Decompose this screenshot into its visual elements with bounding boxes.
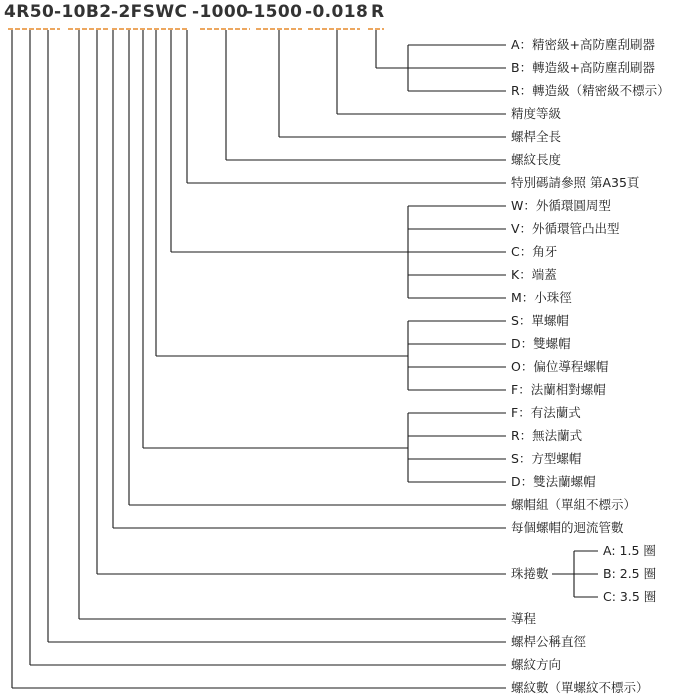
turn-option-b: B: 2.5 圈 bbox=[603, 566, 657, 581]
grade-option-b: B：轉造級+高防塵刮刷器 bbox=[511, 60, 656, 75]
label-thread-count: 螺紋數（單螺紋不標示） bbox=[511, 680, 649, 695]
return-type-v: V：外循環管凸出型 bbox=[511, 221, 620, 236]
label-accuracy-grade: 精度等級 bbox=[511, 106, 562, 121]
turn-option-a: A: 1.5 圈 bbox=[603, 543, 656, 558]
flange-type-s: S：方型螺帽 bbox=[511, 451, 582, 466]
return-type-k: K：端蓋 bbox=[511, 267, 557, 282]
return-type-w: W：外循環圓周型 bbox=[511, 198, 611, 213]
code-accuracy: -0.018 bbox=[305, 2, 369, 22]
label-circuits-per-nut: 每個螺帽的迴流管數 bbox=[511, 520, 624, 535]
flange-type-d: D：雙法蘭螺帽 bbox=[511, 474, 596, 489]
turn-option-c: C: 3.5 圈 bbox=[603, 589, 657, 604]
code-thread-length: -1000 bbox=[192, 2, 249, 22]
code-overall-length: -1500 bbox=[246, 2, 303, 22]
label-lead: 導程 bbox=[511, 611, 537, 626]
label-nominal-diameter: 螺桿公稱直徑 bbox=[511, 634, 587, 649]
label-nut-set: 螺帽組（單組不標示） bbox=[511, 497, 637, 512]
label-special-code: 特別碼請參照 第A35頁 bbox=[511, 175, 640, 190]
code-grade: R bbox=[371, 2, 385, 22]
flange-type-r: R：無法蘭式 bbox=[511, 428, 583, 443]
label-thread-direction: 螺紋方向 bbox=[511, 657, 562, 672]
code-lead-turns: -10B2 bbox=[54, 2, 112, 22]
nut-type-s: S：單螺帽 bbox=[511, 313, 569, 328]
nut-type-o: O：偏位導程螺帽 bbox=[511, 359, 609, 374]
code-model: 4R50 bbox=[4, 2, 55, 22]
return-type-m: M：小珠徑 bbox=[511, 290, 572, 305]
label-ball-turns: 珠捲數 bbox=[511, 566, 549, 581]
grade-option-a: A：精密級+高防塵刮刷器 bbox=[511, 37, 656, 52]
grade-option-r: R：轉造級（精密級不標示） bbox=[511, 83, 670, 98]
flange-type-f: F：有法蘭式 bbox=[511, 405, 581, 420]
nut-type-d: D：雙螺帽 bbox=[511, 336, 571, 351]
label-thread-length: 螺紋長度 bbox=[511, 152, 562, 167]
return-type-c: C：角牙 bbox=[511, 244, 558, 259]
label-overall-length: 螺桿全長 bbox=[511, 129, 562, 144]
nut-type-f: F：法蘭相對螺帽 bbox=[511, 382, 606, 397]
code-nut-type: -2FSWC bbox=[111, 2, 188, 22]
